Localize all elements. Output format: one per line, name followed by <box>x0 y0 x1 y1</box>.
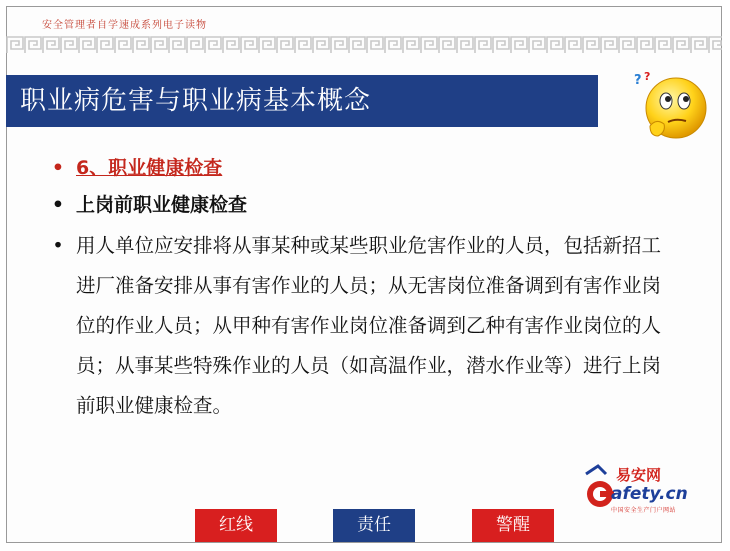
list-item <box>48 150 678 186</box>
logo-name: 易安网 <box>616 466 662 484</box>
bullet-marker: • <box>51 157 65 179</box>
logo-tagline: 中国安全生产门户网站 <box>611 507 677 514</box>
svg-text:?: ? <box>634 73 642 88</box>
slide-title: 职业病危害与职业病基本概念 <box>20 86 372 116</box>
series-header: 安全管理者自学速成系列电子读物 <box>42 20 207 31</box>
list-item <box>48 186 678 224</box>
svg-text:?: ? <box>644 70 651 83</box>
thinking-smiley-icon <box>626 68 712 148</box>
bullet-marker: • <box>52 234 64 257</box>
subsection-heading: 上岗前职业健康检查 <box>76 194 248 216</box>
section-heading: 6、职业健康检查 <box>76 157 223 179</box>
title-bar <box>6 75 598 127</box>
list-item <box>48 226 678 426</box>
slide-content <box>48 150 678 426</box>
responsibility-button[interactable]: 责任 <box>333 509 415 542</box>
greek-key-border <box>6 36 722 54</box>
logo-domain: afety.cn <box>611 484 688 504</box>
body-paragraph: 用人单位应安排将从事某种或某些职业危害作业的人员，包括新招工进厂准备安排从事有害作业的人员；从无害岗位准备调到有害作业岗位的作业人员；从甲种有害作业岗位准备调到乙种有害作业岗位的人员；从事某些特殊作业的人员（如高温作业，潜水作业等）进行上岗前职业健康检查。 <box>76 234 662 417</box>
red-line-button[interactable]: 红线 <box>195 509 277 542</box>
warning-button[interactable]: 警醒 <box>472 509 554 542</box>
bullet-marker: • <box>51 194 65 216</box>
